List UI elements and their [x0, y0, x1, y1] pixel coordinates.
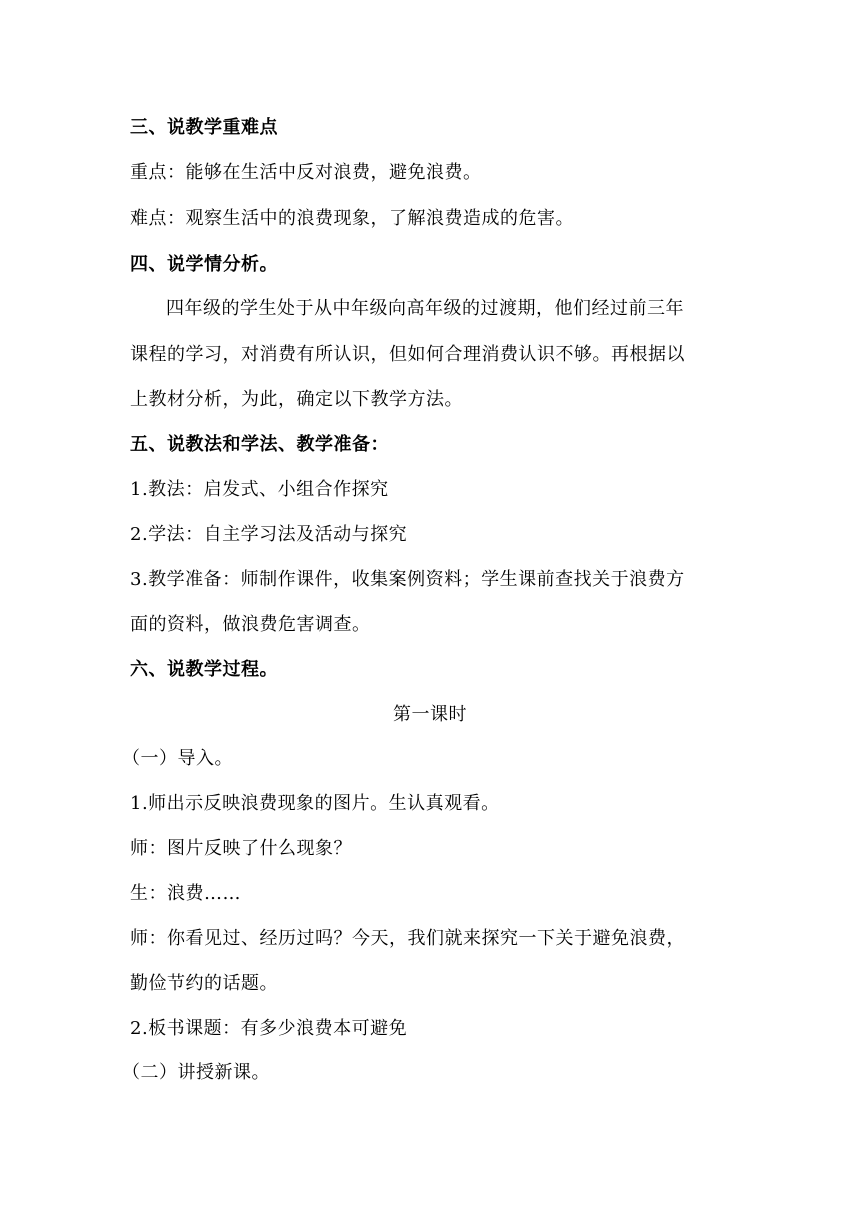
difficult-point-text: 难点：观察生活中的浪费现象，了解浪费造成的危害。	[130, 208, 574, 229]
lesson-title: 第一课时	[393, 704, 467, 725]
subsection-2: （二）讲授新课。	[122, 1062, 270, 1083]
step-2: 2.板书课题：有多少浪费本可避免	[130, 1018, 408, 1039]
section-heading-4: 四、说学情分析。	[130, 254, 278, 275]
step-1: 1.师出示反映浪费现象的图片。生认真观看。	[130, 793, 500, 814]
section-heading-3: 三、说教学重难点	[130, 117, 278, 138]
teacher-question: 师：图片反映了什么现象？	[130, 838, 352, 859]
method-item-3-line-1: 3.教学准备：师制作课件，收集案例资料；学生课前查找关于浪费方	[130, 569, 685, 590]
student-answer: 生：浪费……	[130, 883, 241, 904]
key-point-text: 重点：能够在生活中反对浪费，避免浪费。	[130, 162, 482, 183]
section-heading-6: 六、说教学过程。	[130, 659, 278, 680]
subsection-1: （一）导入。	[122, 748, 233, 769]
method-item-2: 2.学法：自主学习法及活动与探究	[130, 524, 408, 545]
teacher-line-2: 勤俭节约的话题。	[130, 973, 278, 994]
method-item-1: 1.教法：启发式、小组合作探究	[130, 479, 389, 500]
analysis-line-2: 课程的学习，对消费有所认识，但如何合理消费认识不够。再根据以	[130, 344, 685, 365]
analysis-line-3: 上教材分析，为此，确定以下教学方法。	[130, 389, 463, 410]
teacher-line-1: 师：你看见过、经历过吗？今天，我们就来探究一下关于避免浪费，	[130, 928, 685, 949]
analysis-line-1: 四年级的学生处于从中年级向高年级的过渡期，他们经过前三年	[166, 298, 684, 319]
method-item-3-line-2: 面的资料，做浪费危害调查。	[130, 614, 371, 635]
section-heading-5: 五、说教法和学法、教学准备：	[130, 434, 389, 455]
